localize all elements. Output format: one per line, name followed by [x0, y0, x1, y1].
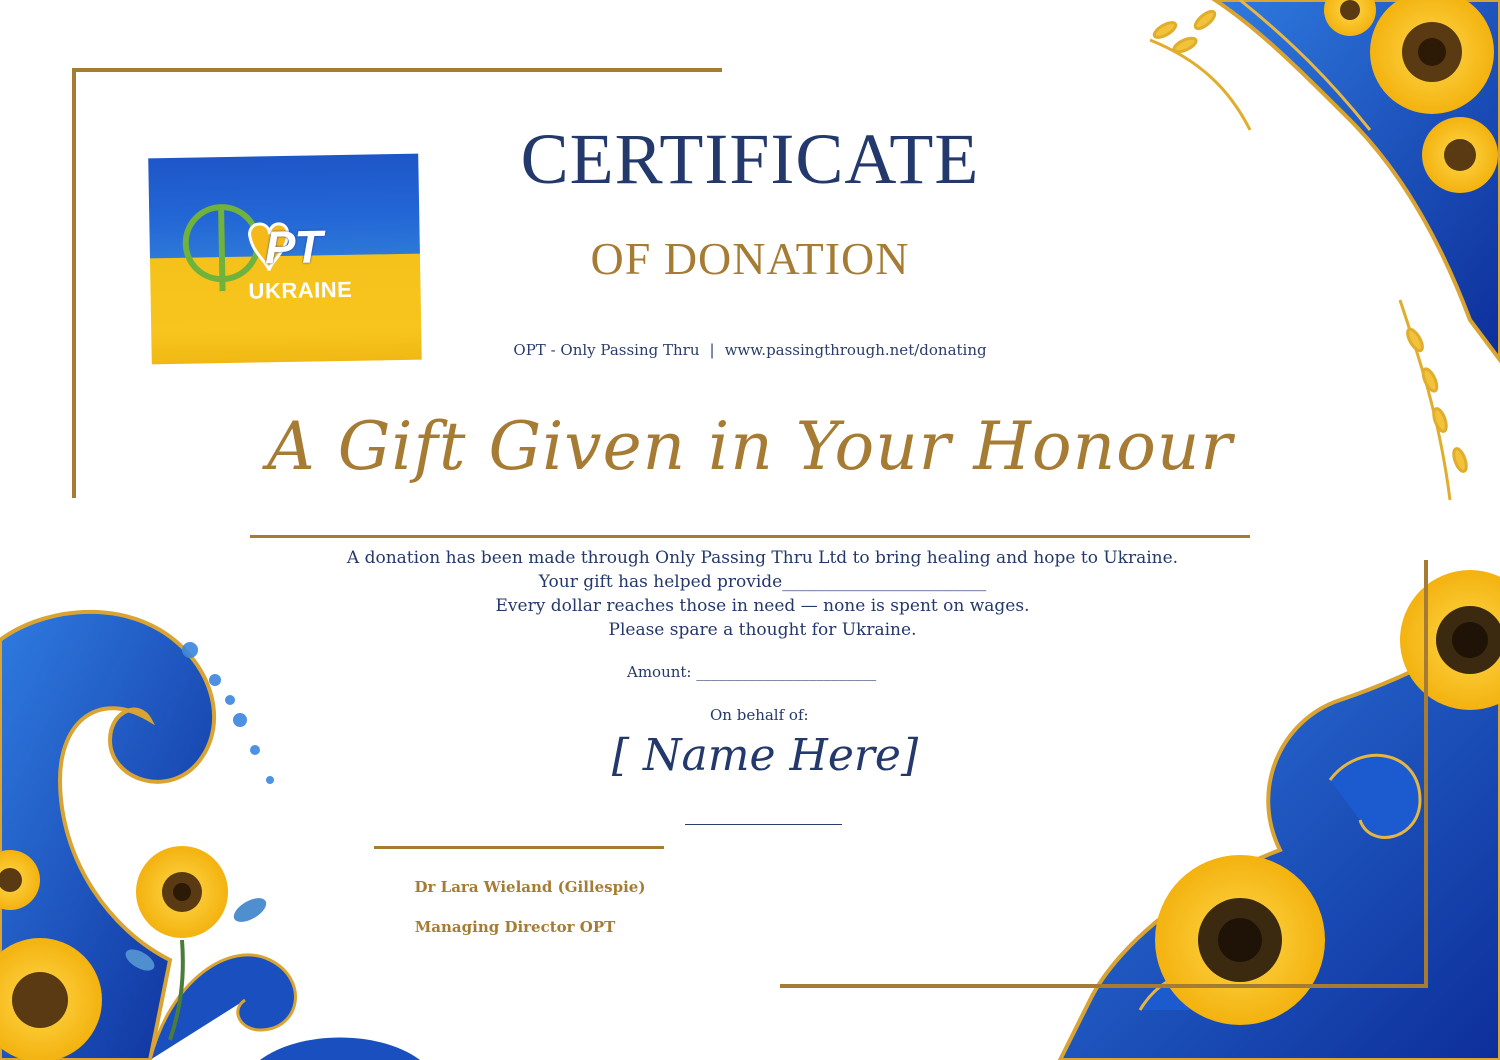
- signature-line: [374, 846, 664, 849]
- organization-info-line: [450, 341, 1050, 359]
- signatory-title: Managing Director OPT: [414, 918, 616, 936]
- signatory-name: Dr Lara Wieland (Gillespie): [414, 878, 646, 896]
- body-line-3: Every dollar reaches those in need — none is spent on wages.: [495, 596, 1030, 616]
- separator: |: [709, 341, 715, 359]
- logo-brand-text: PT: [264, 220, 323, 274]
- amount-field[interactable]: Amount: ________________________: [627, 663, 877, 681]
- certificate-title: CERTIFICATE: [520, 119, 980, 199]
- certificate-subtitle: OF DONATION: [590, 233, 910, 284]
- body-line-4: Please spare a thought for Ukraine.: [608, 620, 917, 640]
- body-line-2: Your gift has helped provide________________________: [538, 572, 987, 592]
- name-underline: [685, 824, 842, 825]
- frame-line-bottom-right-vertical: [1424, 560, 1428, 988]
- frame-line-top-left-horizontal: [72, 68, 722, 72]
- recipient-name-field[interactable]: [ Name Here]: [611, 730, 919, 781]
- frame-line-top-left-vertical: [72, 68, 76, 498]
- frame-line-bottom-right-horizontal: [780, 984, 1428, 988]
- opt-ukraine-logo: [148, 154, 422, 365]
- logo-country-text: UKRAINE: [248, 276, 353, 304]
- heading-divider: [250, 535, 1250, 538]
- honour-heading: A Gift Given in Your Honour: [267, 408, 1233, 485]
- on-behalf-label: On behalf of:: [710, 706, 809, 724]
- website-link[interactable]: www.passingthrough.net/donating: [724, 341, 987, 359]
- organization-name: OPT - Only Passing Thru: [513, 341, 700, 359]
- body-line-1: A donation has been made through Only Passing Thru Ltd to bring healing and hope to Ukraine.: [346, 548, 1179, 568]
- certificate-body: [300, 546, 1225, 642]
